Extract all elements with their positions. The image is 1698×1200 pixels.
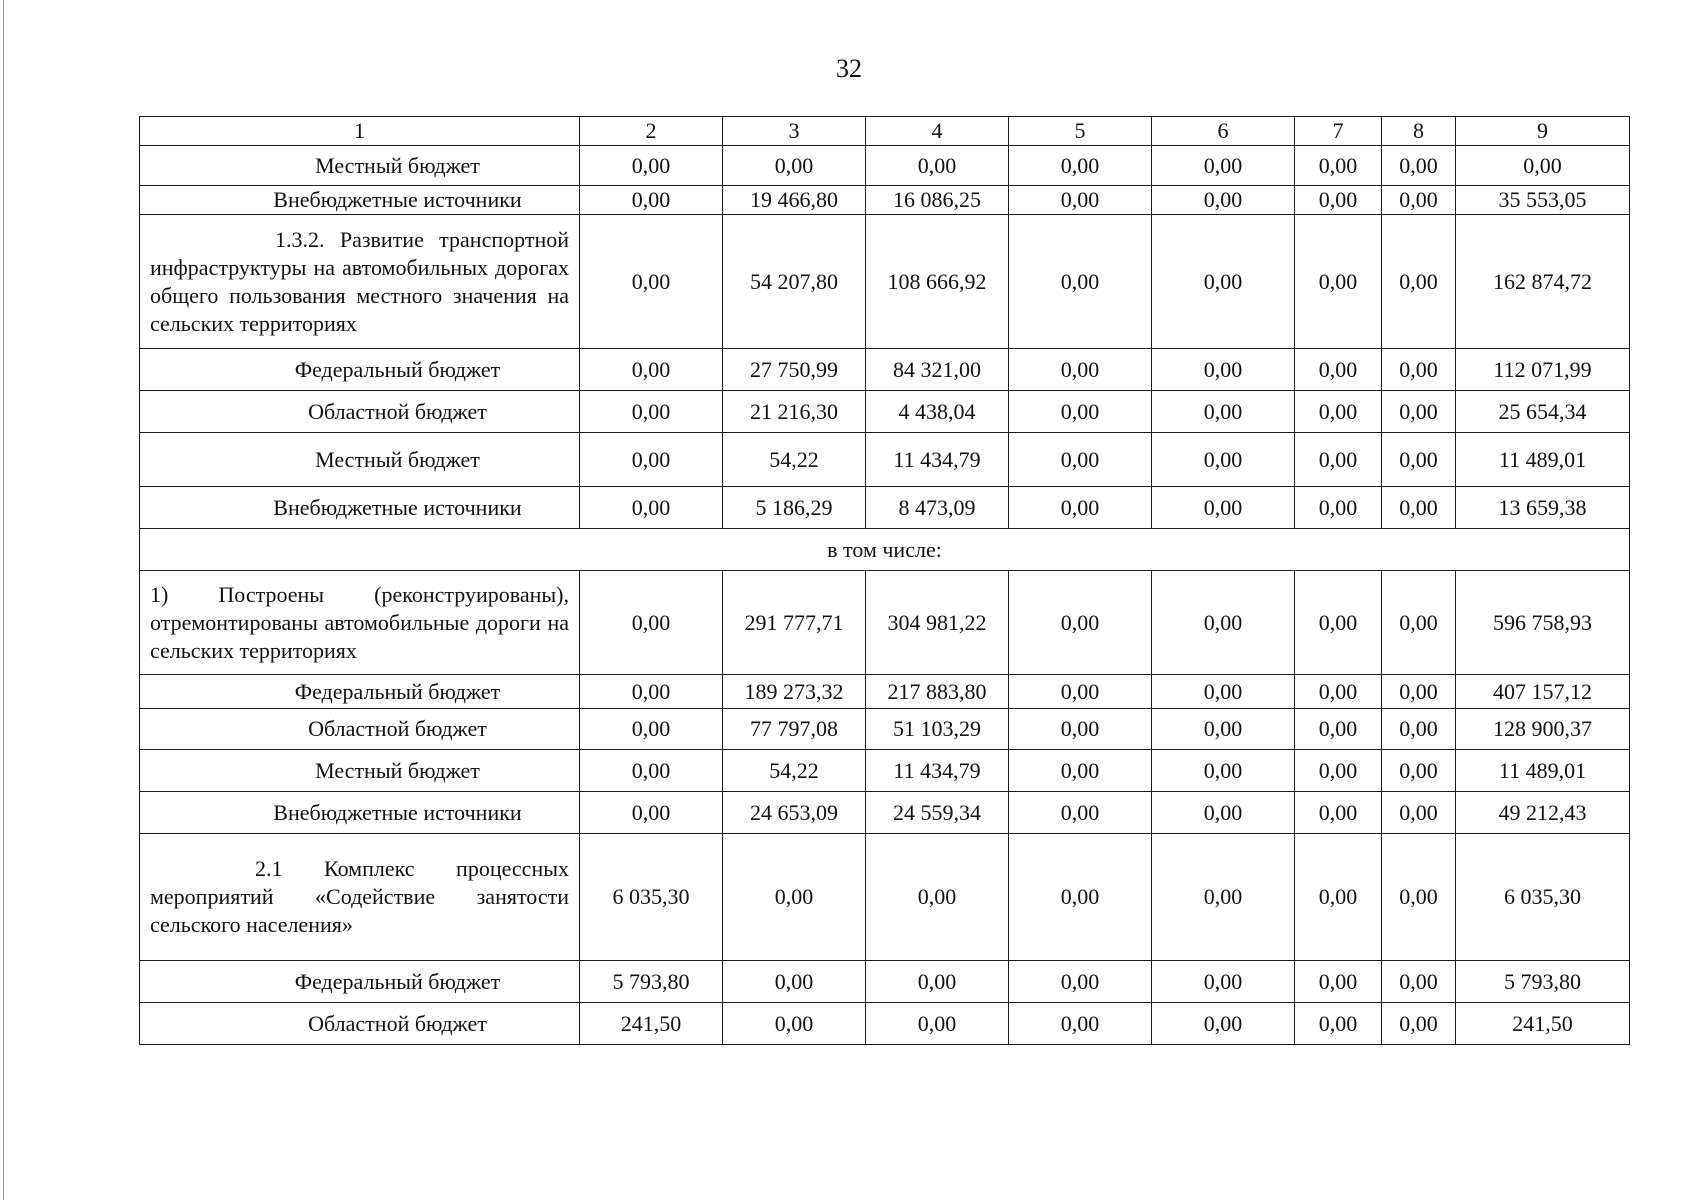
column-number: 8 bbox=[1382, 117, 1456, 146]
value-cell: 108 666,92 bbox=[866, 215, 1009, 349]
table-row bbox=[140, 571, 1630, 675]
value-cell: 13 659,38 bbox=[1456, 487, 1630, 529]
value-cell: 217 883,80 bbox=[866, 675, 1009, 709]
value-cell: 54,22 bbox=[723, 750, 866, 792]
value-cell: 0,00 bbox=[1382, 391, 1456, 433]
column-number: 5 bbox=[1009, 117, 1152, 146]
value-cell: 24 653,09 bbox=[723, 792, 866, 834]
column-number: 9 bbox=[1456, 117, 1630, 146]
value-cell: 0,00 bbox=[1009, 961, 1152, 1003]
value-cell: 0,00 bbox=[1152, 433, 1295, 487]
value-cell: 11 434,79 bbox=[866, 750, 1009, 792]
value-cell: 0,00 bbox=[1152, 709, 1295, 750]
row-label: Внебюджетные источники bbox=[140, 487, 580, 529]
value-cell: 54 207,80 bbox=[723, 215, 866, 349]
value-cell: 0,00 bbox=[1009, 675, 1152, 709]
value-cell: 0,00 bbox=[1009, 186, 1152, 215]
value-cell: 49 212,43 bbox=[1456, 792, 1630, 834]
value-cell: 0,00 bbox=[723, 834, 866, 961]
value-cell: 0,00 bbox=[1295, 675, 1382, 709]
row-label: Областной бюджет bbox=[140, 709, 580, 750]
value-cell: 11 489,01 bbox=[1456, 433, 1630, 487]
table-row bbox=[140, 792, 1630, 834]
value-cell: 4 438,04 bbox=[866, 391, 1009, 433]
section-note-row bbox=[140, 529, 1630, 571]
value-cell: 241,50 bbox=[580, 1003, 723, 1045]
value-cell: 0,00 bbox=[580, 433, 723, 487]
value-cell: 128 900,37 bbox=[1456, 709, 1630, 750]
value-cell: 0,00 bbox=[1152, 146, 1295, 186]
value-cell: 0,00 bbox=[1152, 487, 1295, 529]
value-cell: 0,00 bbox=[1295, 186, 1382, 215]
value-cell: 0,00 bbox=[1382, 675, 1456, 709]
table-row bbox=[140, 349, 1630, 391]
value-cell: 0,00 bbox=[1009, 834, 1152, 961]
value-cell: 0,00 bbox=[1009, 146, 1152, 186]
table-row bbox=[140, 675, 1630, 709]
value-cell: 0,00 bbox=[1009, 349, 1152, 391]
value-cell: 0,00 bbox=[1295, 709, 1382, 750]
table-row bbox=[140, 215, 1630, 349]
budget-table bbox=[139, 116, 1630, 1045]
value-cell: 0,00 bbox=[1382, 349, 1456, 391]
value-cell: 0,00 bbox=[1295, 146, 1382, 186]
column-number: 3 bbox=[723, 117, 866, 146]
value-cell: 0,00 bbox=[1152, 186, 1295, 215]
value-cell: 0,00 bbox=[1009, 750, 1152, 792]
row-label: 1.3.2. Развитие транспортной инфраструктуры на автомобильных дорогах общего пользования местного значения на сельских территориях bbox=[140, 215, 580, 349]
value-cell: 0,00 bbox=[580, 709, 723, 750]
value-cell: 0,00 bbox=[1382, 487, 1456, 529]
table-row bbox=[140, 834, 1630, 961]
value-cell: 27 750,99 bbox=[723, 349, 866, 391]
value-cell: 0,00 bbox=[1152, 675, 1295, 709]
value-cell: 0,00 bbox=[866, 1003, 1009, 1045]
value-cell: 0,00 bbox=[580, 215, 723, 349]
value-cell: 0,00 bbox=[1382, 433, 1456, 487]
value-cell: 0,00 bbox=[1382, 709, 1456, 750]
row-label: Внебюджетные источники bbox=[140, 792, 580, 834]
column-number-row bbox=[140, 117, 1630, 146]
table-row bbox=[140, 1003, 1630, 1045]
table-row bbox=[140, 487, 1630, 529]
table-row bbox=[140, 709, 1630, 750]
column-number: 7 bbox=[1295, 117, 1382, 146]
value-cell: 0,00 bbox=[1009, 571, 1152, 675]
value-cell: 0,00 bbox=[1295, 961, 1382, 1003]
value-cell: 5 793,80 bbox=[1456, 961, 1630, 1003]
column-number: 4 bbox=[866, 117, 1009, 146]
value-cell: 0,00 bbox=[580, 349, 723, 391]
value-cell: 407 157,12 bbox=[1456, 675, 1630, 709]
value-cell: 6 035,30 bbox=[1456, 834, 1630, 961]
value-cell: 596 758,93 bbox=[1456, 571, 1630, 675]
value-cell: 0,00 bbox=[1009, 792, 1152, 834]
value-cell: 11 434,79 bbox=[866, 433, 1009, 487]
value-cell: 11 489,01 bbox=[1456, 750, 1630, 792]
value-cell: 0,00 bbox=[1009, 1003, 1152, 1045]
value-cell: 25 654,34 bbox=[1456, 391, 1630, 433]
value-cell: 21 216,30 bbox=[723, 391, 866, 433]
value-cell: 0,00 bbox=[1382, 215, 1456, 349]
value-cell: 0,00 bbox=[1382, 792, 1456, 834]
value-cell: 8 473,09 bbox=[866, 487, 1009, 529]
value-cell: 0,00 bbox=[723, 146, 866, 186]
value-cell: 19 466,80 bbox=[723, 186, 866, 215]
value-cell: 0,00 bbox=[1295, 834, 1382, 961]
value-cell: 0,00 bbox=[1152, 792, 1295, 834]
value-cell: 0,00 bbox=[1009, 433, 1152, 487]
value-cell: 0,00 bbox=[1295, 750, 1382, 792]
row-label: Областной бюджет bbox=[140, 1003, 580, 1045]
value-cell: 0,00 bbox=[723, 1003, 866, 1045]
value-cell: 84 321,00 bbox=[866, 349, 1009, 391]
row-label: Областной бюджет bbox=[140, 391, 580, 433]
value-cell: 162 874,72 bbox=[1456, 215, 1630, 349]
row-label: Местный бюджет bbox=[140, 433, 580, 487]
value-cell: 35 553,05 bbox=[1456, 186, 1630, 215]
value-cell: 0,00 bbox=[1152, 349, 1295, 391]
value-cell: 0,00 bbox=[1152, 571, 1295, 675]
value-cell: 0,00 bbox=[1382, 750, 1456, 792]
value-cell: 0,00 bbox=[1295, 391, 1382, 433]
value-cell: 0,00 bbox=[1295, 433, 1382, 487]
value-cell: 0,00 bbox=[580, 487, 723, 529]
value-cell: 0,00 bbox=[1009, 215, 1152, 349]
value-cell: 0,00 bbox=[1152, 961, 1295, 1003]
value-cell: 0,00 bbox=[1152, 391, 1295, 433]
value-cell: 0,00 bbox=[866, 834, 1009, 961]
value-cell: 291 777,71 bbox=[723, 571, 866, 675]
value-cell: 0,00 bbox=[580, 146, 723, 186]
row-label: Федеральный бюджет bbox=[140, 675, 580, 709]
row-label: Федеральный бюджет bbox=[140, 961, 580, 1003]
value-cell: 0,00 bbox=[1382, 146, 1456, 186]
value-cell: 0,00 bbox=[1295, 1003, 1382, 1045]
value-cell: 0,00 bbox=[1009, 709, 1152, 750]
value-cell: 77 797,08 bbox=[723, 709, 866, 750]
row-label: Местный бюджет bbox=[140, 750, 580, 792]
value-cell: 0,00 bbox=[580, 571, 723, 675]
column-number: 1 bbox=[140, 117, 580, 146]
budget-table-body bbox=[140, 117, 1630, 1045]
table-row bbox=[140, 433, 1630, 487]
table-row bbox=[140, 391, 1630, 433]
value-cell: 0,00 bbox=[1382, 1003, 1456, 1045]
value-cell: 0,00 bbox=[866, 146, 1009, 186]
table-row bbox=[140, 186, 1630, 215]
value-cell: 0,00 bbox=[1009, 487, 1152, 529]
column-number: 6 bbox=[1152, 117, 1295, 146]
row-label: 1) Построены (реконструированы), отремонтированы автомобильные дороги на сельских территориях bbox=[140, 571, 580, 675]
value-cell: 189 273,32 bbox=[723, 675, 866, 709]
value-cell: 0,00 bbox=[866, 961, 1009, 1003]
value-cell: 0,00 bbox=[1295, 349, 1382, 391]
table-row bbox=[140, 750, 1630, 792]
value-cell: 0,00 bbox=[580, 391, 723, 433]
value-cell: 0,00 bbox=[1295, 215, 1382, 349]
value-cell: 0,00 bbox=[1382, 834, 1456, 961]
value-cell: 5 186,29 bbox=[723, 487, 866, 529]
value-cell: 54,22 bbox=[723, 433, 866, 487]
value-cell: 0,00 bbox=[580, 792, 723, 834]
row-label: Местный бюджет bbox=[140, 146, 580, 186]
value-cell: 51 103,29 bbox=[866, 709, 1009, 750]
value-cell: 0,00 bbox=[1152, 834, 1295, 961]
row-label: Внебюджетные источники bbox=[140, 186, 580, 215]
value-cell: 304 981,22 bbox=[866, 571, 1009, 675]
column-number: 2 bbox=[580, 117, 723, 146]
value-cell: 241,50 bbox=[1456, 1003, 1630, 1045]
value-cell: 0,00 bbox=[1009, 391, 1152, 433]
value-cell: 0,00 bbox=[1456, 146, 1630, 186]
section-note: в том числе: bbox=[140, 529, 1630, 571]
value-cell: 6 035,30 bbox=[580, 834, 723, 961]
value-cell: 0,00 bbox=[1295, 792, 1382, 834]
page-number: 32 bbox=[836, 54, 862, 83]
value-cell: 5 793,80 bbox=[580, 961, 723, 1003]
value-cell: 0,00 bbox=[1295, 571, 1382, 675]
value-cell: 16 086,25 bbox=[866, 186, 1009, 215]
value-cell: 0,00 bbox=[1152, 750, 1295, 792]
value-cell: 0,00 bbox=[580, 675, 723, 709]
value-cell: 0,00 bbox=[580, 750, 723, 792]
row-label: 2.1 Комплекс процессных мероприятий «Содействие занятости сельского населения» bbox=[140, 834, 580, 961]
value-cell: 0,00 bbox=[580, 186, 723, 215]
value-cell: 0,00 bbox=[1382, 571, 1456, 675]
value-cell: 0,00 bbox=[1152, 215, 1295, 349]
value-cell: 0,00 bbox=[1295, 487, 1382, 529]
value-cell: 112 071,99 bbox=[1456, 349, 1630, 391]
table-row bbox=[140, 146, 1630, 186]
scan-edge-line bbox=[3, 0, 4, 1200]
table-row bbox=[140, 961, 1630, 1003]
value-cell: 0,00 bbox=[1152, 1003, 1295, 1045]
value-cell: 0,00 bbox=[723, 961, 866, 1003]
value-cell: 24 559,34 bbox=[866, 792, 1009, 834]
value-cell: 0,00 bbox=[1382, 186, 1456, 215]
row-label: Федеральный бюджет bbox=[140, 349, 580, 391]
value-cell: 0,00 bbox=[1382, 961, 1456, 1003]
